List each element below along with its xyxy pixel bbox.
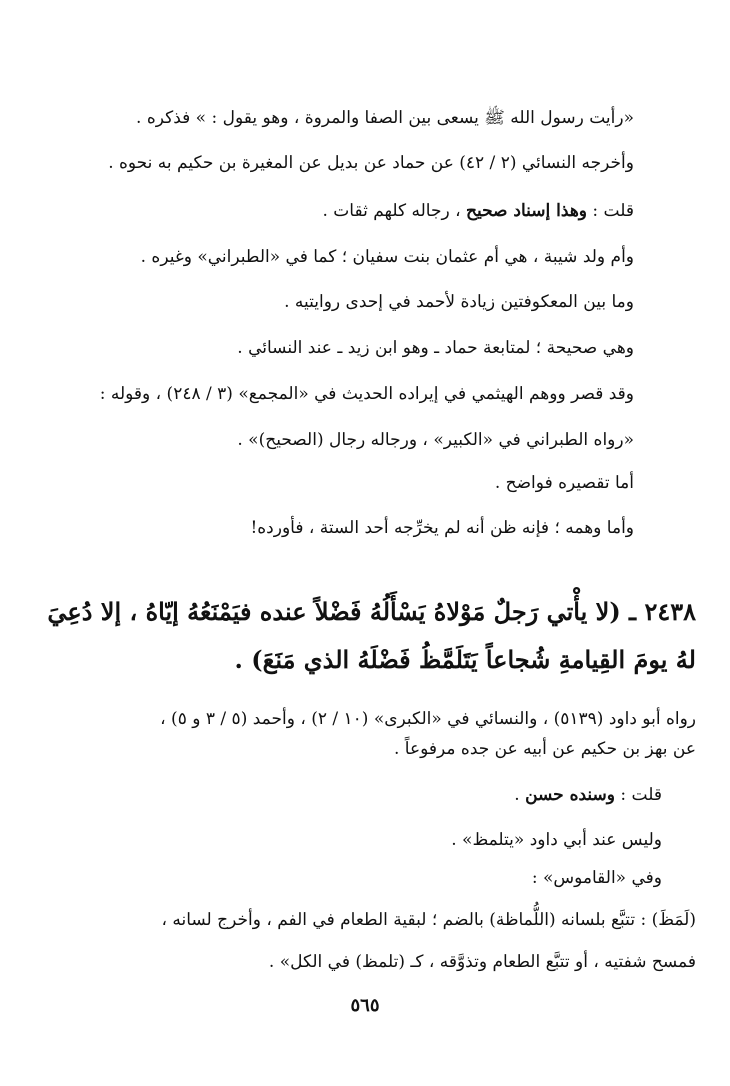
takhrij-line: رواه أبو داود (٥١٣٩) ، والنسائي في «الكبرى» (١٠ / ٢) ، وأحمد (٥ / ٣ و ٥) ، <box>160 709 696 729</box>
note-line: وليس عند أبي داود «يتلمظ» . <box>451 830 662 850</box>
takhrij-line: عن بهز بن حكيم عن أبيه عن جده مرفوعاً . <box>393 739 696 759</box>
hadith-heading-line-1: ٢٤٣٨ ـ (لا يأْتي رَجلٌ مَوْلاهُ يَسْأَلُهُ فَضْلاً عنده فيَمْنَعُهُ إيّاهُ ، إلا دُعِيَ <box>47 597 696 626</box>
note-line: فمسح شفتيه ، أو تتبَّع الطعام وتذوَّقه ، كـ (تلمظ) في الكل» . <box>268 952 696 972</box>
qult2-line <box>514 781 662 809</box>
note-line: (لَمَظَ) : تتبَّع بلسانه (اللُّماظة) بالضم ؛ لبقية الطعام في الفم ، وأخرج لسانه ، <box>161 910 696 930</box>
qult-prefix: قلت : <box>587 201 634 221</box>
qult2-prefix: قلت : <box>615 785 662 805</box>
qult-bold: وهذا إسناد صحيح <box>465 201 588 221</box>
text-line: أما تقصيره فواضح . <box>494 473 634 493</box>
note-line: وفي «القاموس» : <box>531 868 662 888</box>
text-line: وأخرجه النسائي (٢ / ٤٢) عن حماد عن بديل عن المغيرة بن حكيم به نحوه . <box>108 153 634 173</box>
text-line: وقد قصر ووهم الهيثمي في إيراده الحديث في «المجمع» (٣ / ٢٤٨) ، وقوله : <box>99 384 634 404</box>
text-line: وما بين المعكوفتين زيادة لأحمد في إحدى روايتيه . <box>284 292 634 312</box>
text-line: «رأيت رسول الله ﷺ يسعى بين الصفا والمروة ، وهو يقول : » فذكره . <box>136 108 634 128</box>
page-number: ٥٦٥ <box>350 995 380 1016</box>
text-line: وأما وهمه ؛ فإنه ظن أنه لم يخرِّجه أحد الستة ، فأورده! <box>250 518 634 538</box>
qult2-bold: وسنده حسن <box>525 785 616 805</box>
text-line: وهي صحيحة ؛ لمتابعة حماد ـ وهو ابن زيد ـ عند النسائي . <box>237 338 634 358</box>
text-line: «رواه الطبراني في «الكبير» ، ورجاله رجال (الصحيح)» . <box>237 430 634 450</box>
text-line: وأم ولد شيبة ، هي أم عثمان بنت سفيان ؛ كما في «الطبراني» وغيره . <box>140 247 634 267</box>
hadith-heading-line-2: لهُ يومَ القِيامةِ شُجاعاً يَتَلَمَّظُ فَضْلَهُ الذي مَنَعَ) . <box>234 645 696 674</box>
qult2-suffix: . <box>514 785 526 805</box>
qult-suffix: ، رجاله كلهم ثقات . <box>322 201 466 221</box>
qult-line <box>322 197 634 225</box>
